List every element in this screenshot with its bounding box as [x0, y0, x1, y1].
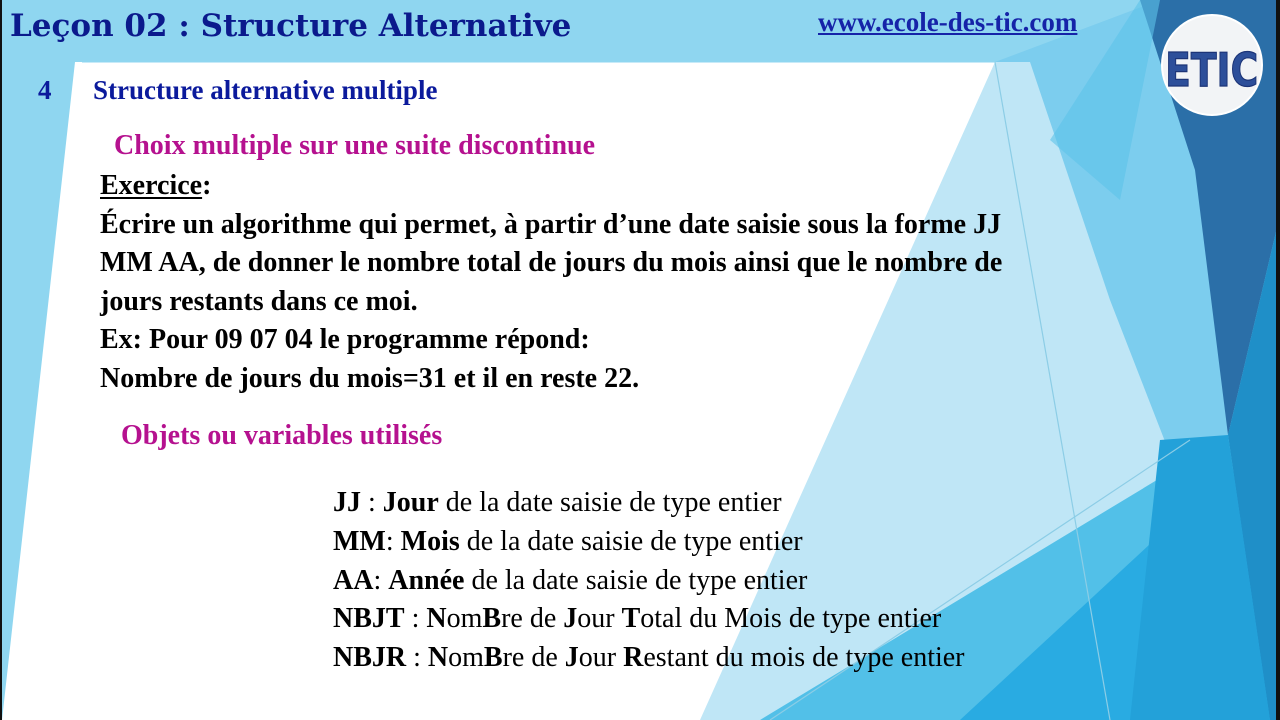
lesson-title: Leçon 02 : Structure Alternative: [10, 8, 572, 44]
exercise-line: jours restants dans ce moi.: [100, 285, 418, 317]
variables-list: [333, 484, 965, 678]
variable-item: JJ : Jour de la date saisie de type entier: [333, 487, 782, 518]
etic-logo: [1160, 12, 1264, 118]
exercise-heading: Exercice:: [100, 170, 212, 201]
variable-item: AA: Année de la date saisie de type entier: [333, 564, 808, 596]
section-title: Structure alternative multiple: [93, 75, 438, 105]
exercise-line: MM AA, de donner le nombre total de jours du mois ainsi que le nombre de: [100, 247, 1003, 278]
variable-item: MM: Mois de la date saisie de type entier: [333, 525, 803, 557]
variable-item: NBJR : NomBre de Jour Restant du mois de type entier: [333, 642, 965, 674]
exercise-block: [100, 167, 1002, 398]
svg-text:ETIC: ETIC: [1165, 43, 1259, 97]
subtitle-variables: Objets ou variables utilisés: [121, 420, 443, 451]
variable-item: NBJT : NomBre de Jour Total du Mois de type entier: [333, 603, 942, 635]
example-result-line: Nombre de jours du mois=31 et il en reste 22.: [100, 362, 640, 394]
example-line: Ex: Pour 09 07 04 le programme répond:: [100, 324, 590, 355]
section-number: 4: [38, 75, 52, 105]
subtitle-choix-multiple: Choix multiple sur une suite discontinue: [114, 130, 596, 161]
website-link[interactable]: www.ecole-des-tic.com: [818, 7, 1078, 37]
exercise-line: Écrire un algorithme qui permet, à partir d’une date saisie sous la forme JJ: [100, 208, 1002, 240]
